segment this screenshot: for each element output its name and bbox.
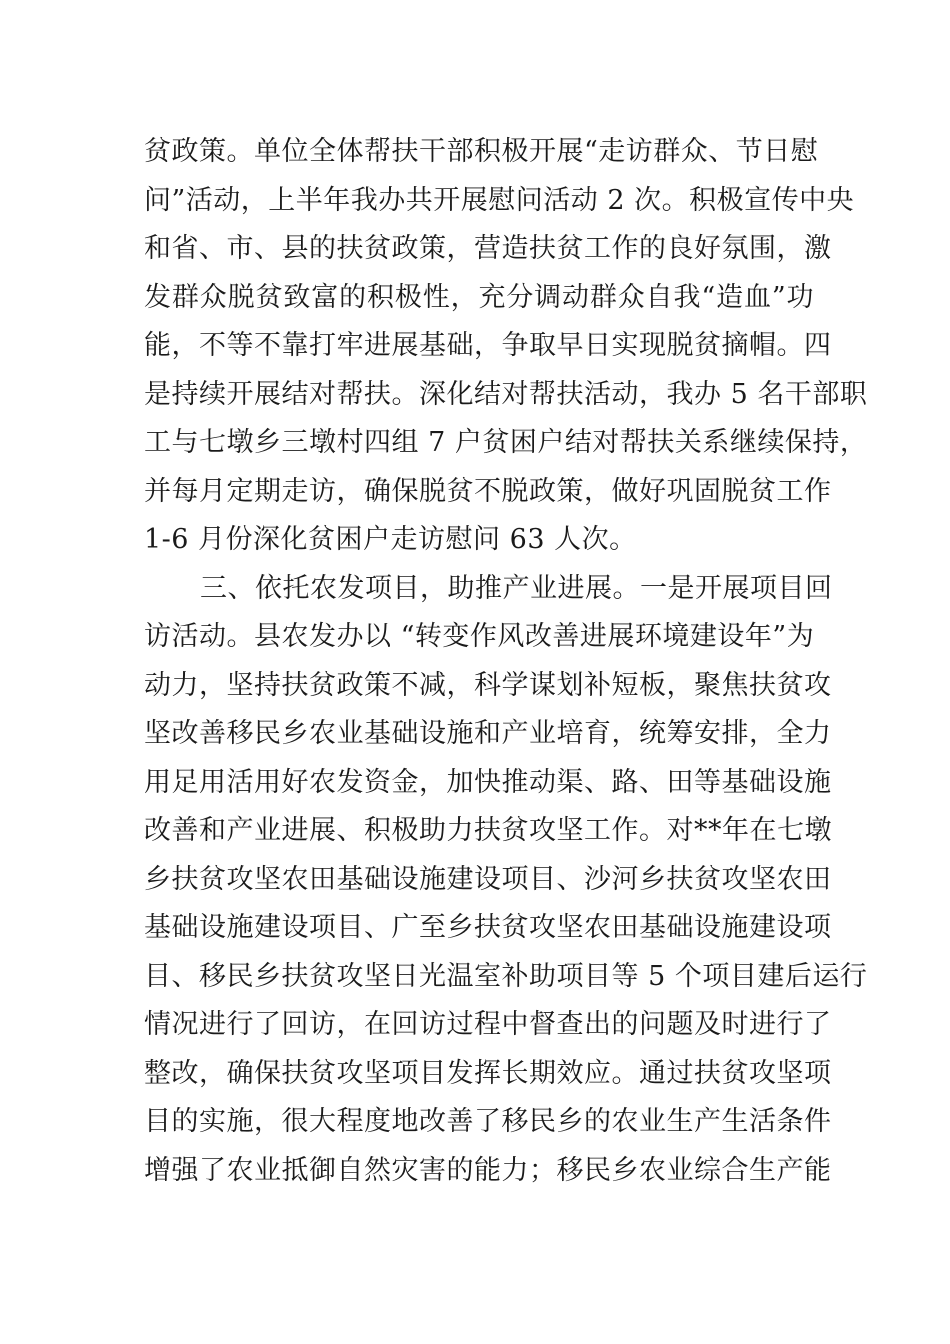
paragraph-heading-line: 三、依托农发项目，助推产业进展。一是开展项目回 — [200, 572, 833, 604]
text-line: 访活动。县农发办以 “转变作风改善进展环境建设年”为 — [144, 621, 815, 652]
text-line: 情况进行了回访，在回访过程中督查出的问题及时进行了 — [144, 1009, 832, 1040]
text-line: 发群众脱贫致富的积极性，充分调动群众自我“造血”功 — [144, 281, 814, 313]
text-line: 改善和产业进展、积极助力扶贫攻坚工作。对**年在七墩 — [144, 815, 832, 846]
text-line: 是持续开展结对帮扶。深化结对帮扶活动，我办 5 名干部职 — [144, 378, 868, 410]
text-line: 工与七墩乡三墩村四组 7 户贫困户结对帮扶关系继续保持， — [144, 427, 868, 458]
text-line: 贫政策。单位全体帮扶干部积极开展“走访群众、节日慰 — [144, 136, 819, 167]
text-line: 1-6 月份深化贫困户走访慰问 63 人次。 — [144, 524, 637, 555]
text-line: 增强了农业抵御自然灾害的能力；移民乡农业综合生产能 — [144, 1154, 832, 1186]
text-line: 基础设施建设项目、广至乡扶贫攻坚农田基础设施建设项 — [144, 912, 832, 943]
text-line: 整改，确保扶贫攻坚项目发挥长期效应。通过扶贫攻坚项 — [144, 1057, 832, 1089]
text-line: 乡扶贫攻坚农田基础设施建设项目、沙河乡扶贫攻坚农田 — [144, 863, 832, 895]
text-line: 坚改善移民乡农业基础设施和产业培育，统筹安排，全力 — [144, 718, 832, 749]
text-line: 问”活动，上半年我办共开展慰问活动 2 次。积极宣传中央 — [144, 184, 855, 216]
text-line: 能，不等不靠打牢进展基础，争取早日实现脱贫摘帽。四 — [144, 330, 832, 361]
body-text — [144, 128, 868, 1195]
text-line: 动力，坚持扶贫政策不减，科学谋划补短板，聚焦扶贫攻 — [144, 669, 832, 701]
text-line: 用足用活用好农发资金，加快推动渠、路、田等基础设施 — [144, 766, 832, 798]
text-line: 并每月定期走访，确保脱贫不脱政策，做好巩固脱贫工作 — [144, 475, 832, 507]
text-line: 目的实施，很大程度地改善了移民乡的农业生产生活条件 — [144, 1106, 832, 1137]
text-line: 目、移民乡扶贫攻坚日光温室补助项目等 5 个项目建后运行 — [144, 960, 868, 992]
text-line: 和省、市、县的扶贫政策，营造扶贫工作的良好氛围，激 — [144, 233, 832, 264]
